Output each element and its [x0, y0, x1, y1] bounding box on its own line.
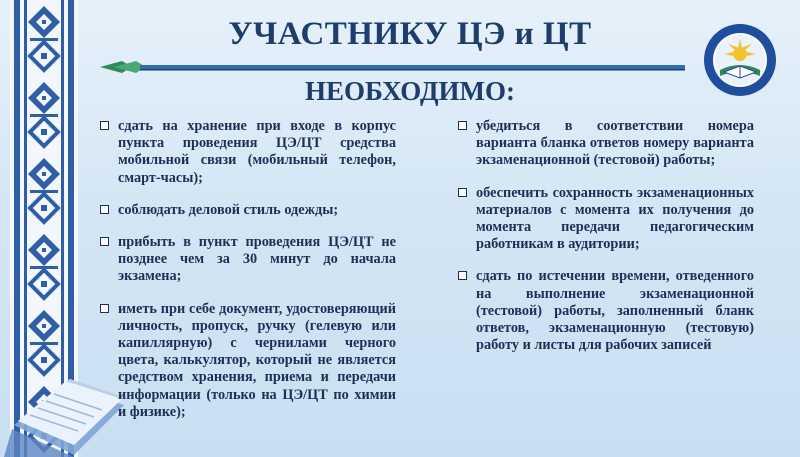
checkbox-bullet-icon — [100, 304, 109, 313]
title-underline — [100, 60, 690, 74]
checkbox-bullet-icon — [100, 237, 109, 246]
left-column — [100, 118, 396, 436]
checkbox-bullet-icon — [458, 121, 467, 130]
institute-emblem-icon — [702, 22, 778, 98]
checkbox-bullet-icon — [458, 271, 467, 280]
right-column — [458, 118, 754, 369]
subtitle: НЕОБХОДИМО: — [304, 76, 516, 106]
list-item: сдать по истечении времени, отведенного на выполнение экзаменационной (тестовой) работы, заполненный бланк ответов, экзаменационную (тестовую) работу и листы для рабочих записей — [458, 268, 754, 354]
list-item: иметь при себе документ, удостоверяющий личность, пропуск, ручку (гелевую или капиллярную) с чернилами черного цвета, калькулятор, который не является средством хранения, приема и передачи информации (только на ЦЭ/ЦТ по химии и физике); — [100, 301, 396, 421]
list-item: сдать на хранение при входе в корпус пункта проведения ЦЭ/ЦТ средства мобильной связи (мобильный телефон, смарт-часы); — [100, 118, 396, 187]
checkbox-bullet-icon — [100, 121, 109, 130]
list-item: убедиться в соответствии номера варианта бланка ответов номеру варианта экзаменационной (тестовой) работы; — [458, 118, 754, 170]
list-item: обеспечить сохранность экзаменационных материалов с момента их получения до момента передачи педагогическим работникам в аудитории; — [458, 185, 754, 254]
checkbox-bullet-icon — [458, 188, 467, 197]
list-item: прибыть в пункт проведения ЦЭ/ЦТ не позднее чем за 30 минут до начала экзамена; — [100, 234, 396, 286]
slide-title: УЧАСТНИКУ ЦЭ и ЦТ — [228, 16, 592, 52]
checkbox-bullet-icon — [100, 205, 109, 214]
list-item: соблюдать деловой стиль одежды; — [100, 202, 396, 219]
